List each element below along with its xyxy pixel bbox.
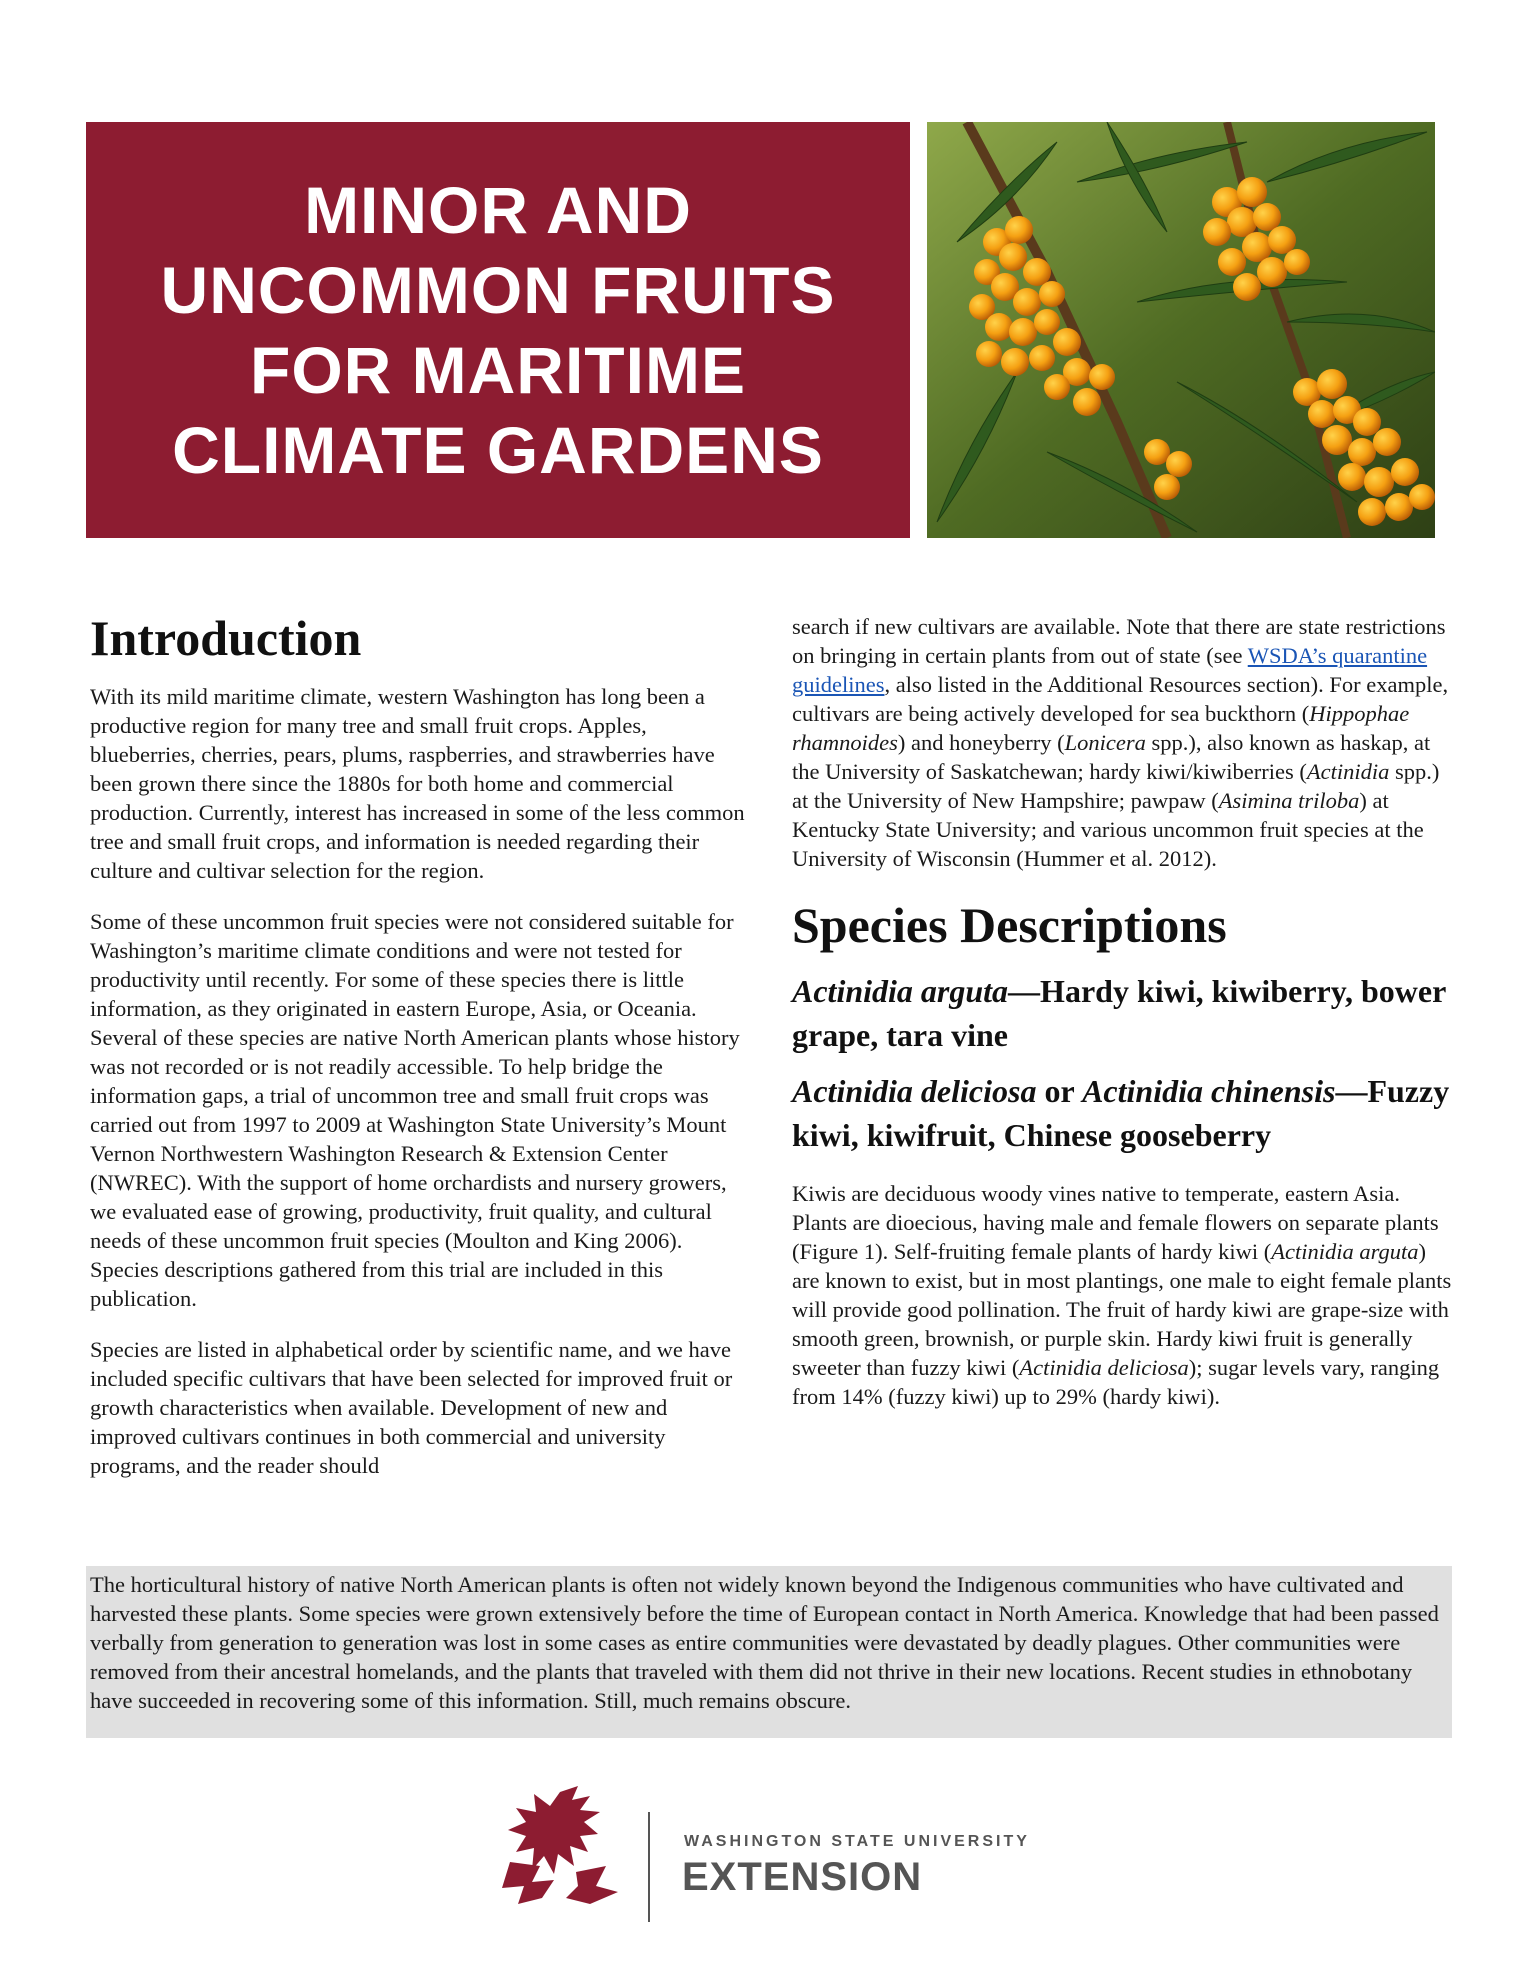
species-subheading-fuzzy-kiwi: Actinidia deliciosa or Actinidia chinensis—Fuzzy kiwi, kiwifruit, Chinese gooseberry (792, 1073, 1450, 1153)
history-sidebar (86, 1566, 1452, 1738)
title-banner (86, 122, 910, 538)
species-descriptions-heading: Species Descriptions (792, 897, 1227, 953)
footer-divider (648, 1812, 650, 1922)
intro-paragraph-3: Species are listed in alphabetical order by scientific name, and we have included specific cultivars that have been selected for improved fruit or growth characteristics when available. Development of new and improved cultivars continues in both commercial and university programs, and the reader should (90, 1337, 733, 1478)
species-subheading-hardy-kiwi: Actinidia arguta—Hardy kiwi, kiwiberry, bower grape, tara vine (792, 973, 1446, 1053)
title-line: UNCOMMON FRUITS (160, 253, 836, 327)
sidebar-text: The horticultural history of native North American plants is often not widely known beyond the Indigenous communities who have cultivated and harvested these plants. Some species were grown extensively before the time of European contact in North America. Knowledge that had been passed verbally from generation to generation was lost in some cases as entire communities were devastated by deadly plagues. Other communities were removed from their ancestral homelands, and the plants that traveled with them did not thrive in their new locations. Recent studies in ethnobotany have succeeded in recovering some of this information. Still, much remains obscure. (90, 1572, 1439, 1713)
left-column (90, 608, 750, 1502)
title-line: FOR MARITIME (250, 333, 746, 407)
wsu-name: WASHINGTON STATE UNIVERSITY (684, 1833, 1030, 1850)
kiwi-paragraph: Kiwis are deciduous woody vines native to temperate, eastern Asia. Plants are dioecious, having male and female flowers on separate plants (Figure 1). Self-fruiting female plants of hardy kiwi (Actinidia arguta) are known to exist, but in most plantings, one male to eight female plants will provide good pollination. The fruit of hardy kiwi are grape-size with smooth green, brownish, or purple skin. Hardy kiwi fruit is generally sweeter than fuzzy kiwi (Actinidia deliciosa); sugar levels vary, ranging from 14% (fuzzy kiwi) up to 29% (hardy kiwi). (792, 1181, 1452, 1409)
wsda-quarantine-link[interactable]: WSDA’s quarantine guidelines (792, 643, 1428, 697)
sea-buckthorn-photo (927, 122, 1435, 538)
introduction-heading: Introduction (90, 610, 362, 666)
intro-paragraph-1: With its mild maritime climate, western Washington has long been a productive region for many tree and small fruit crops. Apples, blueberries, cherries, pears, plums, raspberries, and strawberries have been grown there since the 1880s for both home and commercial production. Currently, interest has increased in some of the less common tree and small fruit crops, and information is needed regarding their culture and cultivar selection for the region. (90, 684, 745, 883)
title-line: CLIMATE GARDENS (172, 413, 824, 487)
intro-paragraph-2: Some of these uncommon fruit species were not considered suitable for Washington’s maritime climate conditions and were not tested for productivity until recently. For some of these species there is little information, as they originated in eastern Europe, Asia, or Oceania. Several of these species are native North American plants whose history was not recorded or is not readily accessible. To help bridge the information gaps, a trial of uncommon tree and small fruit crops was carried out from 1997 to 2009 at Washington State University’s Mount Vernon Northwestern Washington Research & Extension Center (NWREC). With the support of home orchardists and nursery growers, we evaluated ease of growing, productivity, fruit quality, and cultural needs of these uncommon fruit species (Moulton and King 2006). Species descriptions gathered from this trial are included in this publication. (90, 909, 740, 1311)
continued-paragraph: search if new cultivars are available. Note that there are state restrictions on bringing in certain plants from out of state (see WSDA’s quarantine guidelines, also listed in the Additional Resources section). For example, cultivars are being actively developed for sea buckthorn (Hippophae rhamnoides) and honeyberry (Lonicera spp.), also known as haskap, at the University of Saskatchewan; hardy kiwi/kiwiberries (Actinidia spp.) at the University of New Hampshire; pawpaw (Asimina triloba) at Kentucky State University; and various uncommon fruit species at the University of Wisconsin (Hummer et al. 2012). (792, 614, 1449, 871)
document-title (161, 170, 836, 490)
title-line: MINOR AND (304, 173, 692, 247)
wsu-cougar-logo-icon (480, 1782, 650, 1912)
extension-label: EXTENSION (682, 1855, 923, 1899)
right-column (792, 612, 1452, 1433)
